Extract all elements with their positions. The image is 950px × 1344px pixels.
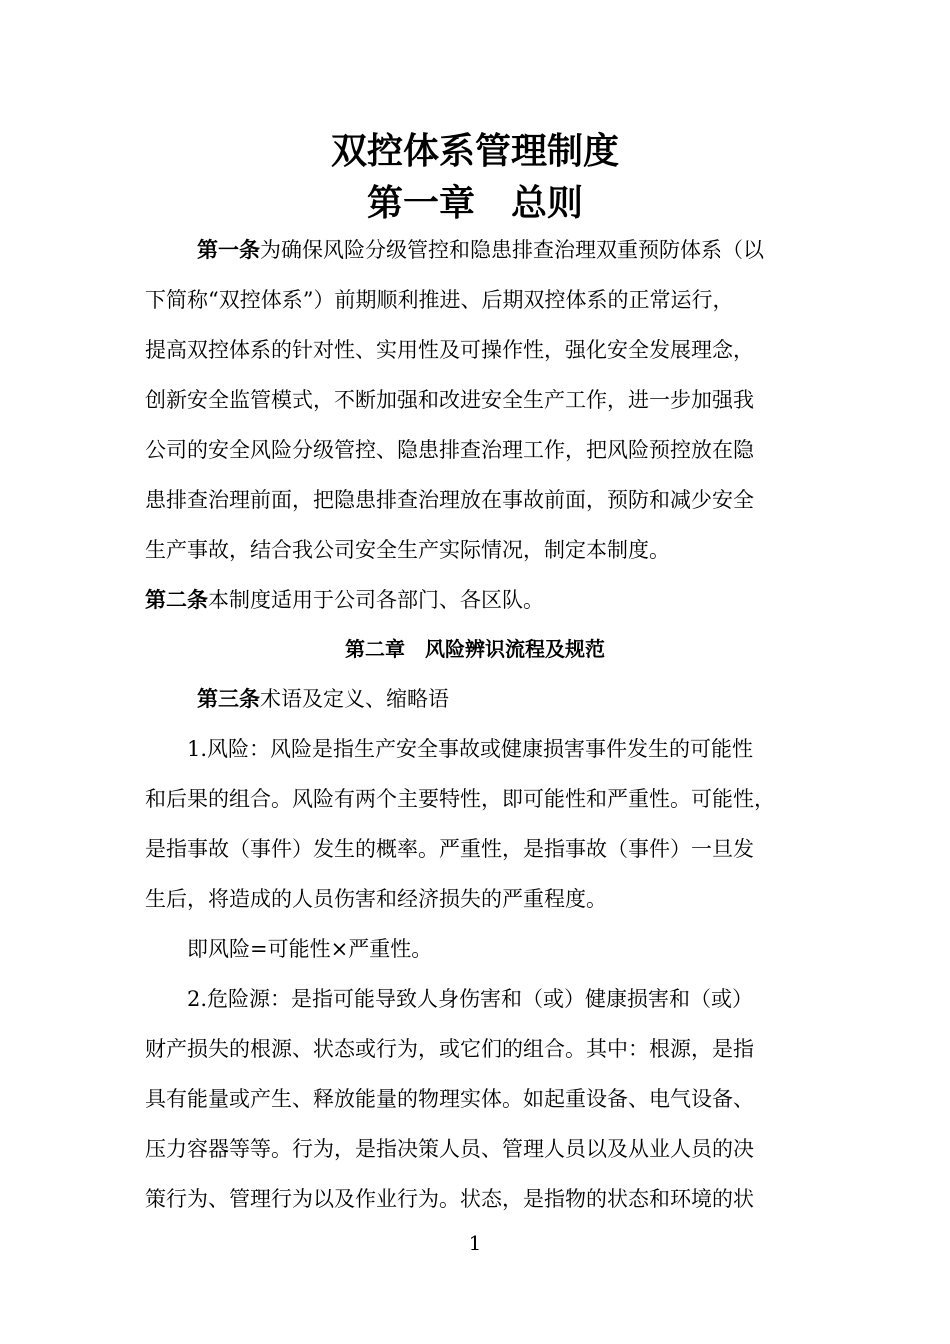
- hazard-def-line: 具有能量或产生、释放能量的物理实体。如起重设备、电气设备、: [145, 1087, 754, 1111]
- article1-line: 下简称“双控体系”）前期顺利推进、后期双控体系的正常运行，: [145, 288, 734, 312]
- article1-line: 提高双控体系的针对性、实用性及可操作性，强化安全发展理念，: [145, 338, 754, 362]
- risk-def-line: 和后果的组合。风险有两个主要特性，即可能性和严重性。可能性，: [145, 787, 775, 811]
- hazard-def-line: 压力容器等等。行为，是指决策人员、管理人员以及从业人员的决: [145, 1137, 754, 1161]
- hazard-def-line: 财产损失的根源、状态或行为，或它们的组合。其中：根源，是指: [145, 1037, 754, 1061]
- document-title: 双控体系管理制度: [330, 131, 619, 172]
- article3-label: 第三条: [197, 687, 260, 711]
- article1-line: 患排查治理前面，把隐患排查治理放在事故前面，预防和减少安全: [145, 488, 754, 512]
- risk-def-line: 1.风险：风险是指生产安全事故或健康损害事件发生的可能性: [187, 737, 754, 761]
- risk-def-line: 是指事故（事件）发生的概率。严重性，是指事故（事件）一旦发: [145, 837, 754, 861]
- risk-def-line: 生后，将造成的人员伤害和经济损失的严重程度。: [145, 887, 607, 911]
- article3-text: 术语及定义、缩略语: [260, 687, 449, 711]
- risk-formula: 即风险=可能性×严重性。: [187, 937, 433, 961]
- article1-text: 为确保风险分级管控和隐患排查治理双重预防体系（以: [260, 238, 764, 262]
- article2-text: 本制度适用于公司各部门、各区队。: [208, 588, 544, 612]
- chapter2-heading: 第二章 风险辨识流程及规范: [345, 637, 605, 661]
- article2: [145, 585, 810, 615]
- article1-line: 创新安全监管模式，不断加强和改进安全生产工作，进一步加强我: [145, 388, 754, 412]
- article3: [145, 684, 810, 714]
- chapter1-heading: 第一章 总则: [366, 183, 583, 224]
- article1-line: 生产事故，结合我公司安全生产实际情况，制定本制度。: [145, 538, 670, 562]
- article1-line: 公司的安全风险分级管控、隐患排查治理工作，把风险预控放在隐: [145, 438, 754, 462]
- hazard-def-line: 2.危险源：是指可能导致人身伤害和（或）健康损害和（或）: [187, 987, 754, 1011]
- article2-label: 第二条: [145, 588, 208, 612]
- article1-line: [145, 235, 810, 265]
- page-number: 1: [468, 1231, 482, 1255]
- article1-label: 第一条: [197, 238, 260, 262]
- hazard-def-line: 策行为、管理行为以及作业行为。状态，是指物的状态和环境的状: [145, 1187, 754, 1211]
